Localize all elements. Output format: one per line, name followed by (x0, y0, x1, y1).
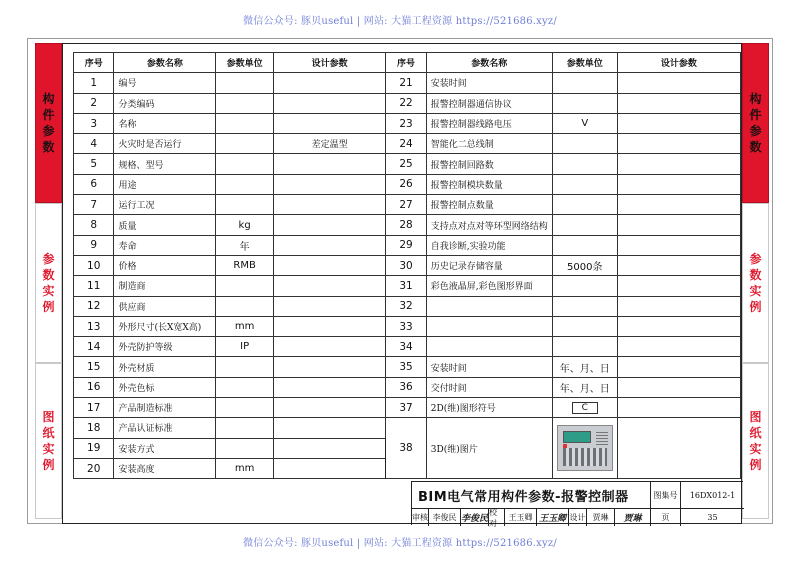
row-number: 2 (74, 93, 114, 113)
param-design (273, 337, 385, 357)
param-name: 产品认证标准 (114, 418, 216, 438)
table-row (74, 134, 741, 154)
param-name-right: 报警控制回路数 (426, 154, 552, 174)
page-number: 35 (680, 509, 744, 526)
reviewer-name: 李俊民 (428, 509, 460, 526)
row-number: 9 (74, 235, 114, 255)
table-header-row (74, 53, 741, 73)
param-unit-right (552, 73, 617, 93)
design-label: 设计 (568, 509, 586, 526)
param-unit: kg (216, 215, 274, 235)
row-number-right: 29 (386, 235, 426, 255)
param-name-right: 安装时间 (426, 357, 552, 377)
param-design (273, 357, 385, 377)
param-design-right (617, 174, 740, 194)
param-name: 外壳防护等级 (114, 337, 216, 357)
param-design-right (617, 418, 740, 479)
param-unit-right: 年、月、日 (552, 357, 617, 377)
row-number-right: 30 (386, 255, 426, 275)
table-row (74, 398, 741, 418)
param-name-right: 报警控制器通信协议 (426, 93, 552, 113)
param-name: 供应商 (114, 296, 216, 316)
header-design-right: 设计参数 (617, 53, 740, 73)
param-name: 外形尺寸(长X宽X高) (114, 316, 216, 336)
param-unit-right (552, 215, 617, 235)
row-number: 18 (74, 418, 114, 438)
page-label: 页 (650, 509, 680, 526)
table-row (74, 195, 741, 215)
row-number-right: 36 (386, 377, 426, 397)
param-name-right: 2D(维)图形符号 (426, 398, 552, 418)
param-design (273, 154, 385, 174)
param-unit-right (552, 398, 617, 418)
param-design: 差定温型 (273, 134, 385, 154)
param-design-right (617, 276, 740, 296)
param-unit: mm (216, 458, 274, 478)
table-row (74, 73, 741, 93)
param-unit (216, 398, 274, 418)
param-design (273, 215, 385, 235)
row-number-right: 28 (386, 215, 426, 235)
param-name-right: 报警控制点数量 (426, 195, 552, 215)
param-unit-right: 5000条 (552, 255, 617, 275)
param-name: 用途 (114, 174, 216, 194)
table-row (74, 276, 741, 296)
param-name-right (426, 337, 552, 357)
designer-signature: 贾琳 (614, 509, 650, 526)
row-number: 8 (74, 215, 114, 235)
param-name: 制造商 (114, 276, 216, 296)
param-unit-right (552, 174, 617, 194)
table-row (74, 377, 741, 397)
table-row (74, 255, 741, 275)
param-name: 质量 (114, 215, 216, 235)
param-name: 外壳材质 (114, 357, 216, 377)
alarm-controller-panel-icon (557, 425, 613, 471)
row-number: 3 (74, 113, 114, 133)
row-number-right: 23 (386, 113, 426, 133)
param-unit-right (552, 154, 617, 174)
param-name: 价格 (114, 255, 216, 275)
param-name-right: 3D(维)图片 (426, 418, 552, 479)
row-number-right: 27 (386, 195, 426, 215)
drawing-title: BIM电气常用构件参数-报警控制器 (418, 490, 629, 505)
side-tab-component-params-right: 构件参数 (742, 43, 769, 203)
param-design (273, 296, 385, 316)
param-name-right: 历史记录存储容量 (426, 255, 552, 275)
param-unit-right (552, 134, 617, 154)
header-name: 参数名称 (114, 53, 216, 73)
param-name-right: 智能化二总线制 (426, 134, 552, 154)
controller-symbol-icon: C (572, 402, 598, 414)
param-unit-right (552, 296, 617, 316)
designer-name: 贾琳 (586, 509, 614, 526)
table-row (74, 296, 741, 316)
row-number-right: 32 (386, 296, 426, 316)
param-name: 安装方式 (114, 438, 216, 458)
param-unit-right (552, 316, 617, 336)
param-unit (216, 357, 274, 377)
param-design (273, 235, 385, 255)
param-name-right: 彩色液晶屏,彩色图形界面 (426, 276, 552, 296)
param-design-right (617, 195, 740, 215)
param-design (273, 113, 385, 133)
row-number-right: 21 (386, 73, 426, 93)
reviewer-signature: 李俊民 (460, 509, 488, 526)
param-design (273, 255, 385, 275)
side-tab-component-params: 构件参数 (35, 43, 62, 203)
param-unit: IP (216, 337, 274, 357)
row-number-right: 25 (386, 154, 426, 174)
row-number: 17 (74, 398, 114, 418)
param-design (273, 316, 385, 336)
header-no-right: 序号 (386, 53, 426, 73)
row-number: 11 (74, 276, 114, 296)
row-number: 10 (74, 255, 114, 275)
param-name: 运行工况 (114, 195, 216, 215)
param-design-right (617, 316, 740, 336)
param-design-right (617, 134, 740, 154)
param-design-right (617, 73, 740, 93)
param-name: 外壳色标 (114, 377, 216, 397)
param-name: 编号 (114, 73, 216, 93)
param-name: 寿命 (114, 235, 216, 255)
param-design (273, 93, 385, 113)
drawing-sheet (62, 43, 742, 528)
param-unit-right: 年、月、日 (552, 377, 617, 397)
table-row (74, 357, 741, 377)
watermark-bottom: 微信公众号: 豚贝useful | 网站: 大猫工程资源 https://521686.xyz/ (243, 538, 557, 549)
checker-signature: 王玉卿 (536, 509, 568, 526)
param-design-right (617, 235, 740, 255)
atlas-label: 图集号 (650, 482, 680, 508)
row-number-right: 22 (386, 93, 426, 113)
param-unit-right (552, 337, 617, 357)
param-name: 火灾时是否运行 (114, 134, 216, 154)
header-unit: 参数单位 (216, 53, 274, 73)
param-unit: 年 (216, 235, 274, 255)
param-unit: mm (216, 316, 274, 336)
left-side-tabs (35, 43, 62, 519)
param-design-right (617, 215, 740, 235)
param-unit-right (552, 93, 617, 113)
param-design (273, 418, 385, 438)
header-design: 设计参数 (273, 53, 385, 73)
row-number: 4 (74, 134, 114, 154)
param-name-right: 报警控制器线路电压 (426, 113, 552, 133)
param-design-right (617, 154, 740, 174)
param-unit (216, 154, 274, 174)
param-design (273, 398, 385, 418)
param-unit (216, 377, 274, 397)
side-tab-drawing-examples: 图纸实例 (35, 363, 62, 519)
row-number-right: 33 (386, 316, 426, 336)
param-unit-right (552, 235, 617, 255)
param-design (273, 438, 385, 458)
param-design (273, 174, 385, 194)
param-name: 名称 (114, 113, 216, 133)
table-row (74, 337, 741, 357)
param-unit (216, 195, 274, 215)
side-tab-param-examples: 参数实例 (35, 203, 62, 363)
side-tab-drawing-examples-right: 图纸实例 (742, 363, 769, 519)
parameter-table (73, 52, 741, 479)
row-number: 15 (74, 357, 114, 377)
header-name-right: 参数名称 (426, 53, 552, 73)
param-design-right (617, 93, 740, 113)
param-unit (216, 438, 274, 458)
param-design (273, 276, 385, 296)
table-row (74, 93, 741, 113)
row-number-right: 35 (386, 357, 426, 377)
param-name-right: 报警控制模块数量 (426, 174, 552, 194)
row-number-right: 37 (386, 398, 426, 418)
row-number: 13 (74, 316, 114, 336)
right-side-tabs (742, 43, 769, 519)
row-number: 7 (74, 195, 114, 215)
param-name: 安装高度 (114, 458, 216, 478)
row-number-right: 24 (386, 134, 426, 154)
watermark-top: 微信公众号: 豚贝useful | 网站: 大猫工程资源 https://521686.xyz/ (243, 16, 557, 27)
check-label: 校对 (488, 509, 504, 526)
table-row (74, 316, 741, 336)
table-row (74, 235, 741, 255)
param-name-right: 支持点对点对等环型网络结构 (426, 215, 552, 235)
param-unit (216, 418, 274, 438)
row-number: 14 (74, 337, 114, 357)
table-row (74, 174, 741, 194)
row-number-right: 26 (386, 174, 426, 194)
table-row (74, 154, 741, 174)
param-design (273, 195, 385, 215)
param-unit-right (552, 276, 617, 296)
param-design (273, 377, 385, 397)
param-design-right (617, 377, 740, 397)
param-unit-right: V (552, 113, 617, 133)
row-number: 16 (74, 377, 114, 397)
row-number: 1 (74, 73, 114, 93)
row-number-right: 38 (386, 418, 426, 479)
param-name-right (426, 316, 552, 336)
row-number-right: 34 (386, 337, 426, 357)
param-unit (216, 93, 274, 113)
title-block (411, 481, 743, 528)
table-row (74, 113, 741, 133)
row-number: 5 (74, 154, 114, 174)
param-unit (216, 134, 274, 154)
atlas-number: 16DX012-1 (680, 482, 744, 508)
row-number: 6 (74, 174, 114, 194)
row-number: 20 (74, 458, 114, 478)
param-design-right (617, 357, 740, 377)
param-unit (216, 73, 274, 93)
header-no: 序号 (74, 53, 114, 73)
table-row (74, 215, 741, 235)
row-number-right: 31 (386, 276, 426, 296)
param-design-right (617, 296, 740, 316)
param-unit-right (552, 418, 617, 479)
row-number: 12 (74, 296, 114, 316)
row-number: 19 (74, 438, 114, 458)
header-unit-right: 参数单位 (552, 53, 617, 73)
param-name: 分类编码 (114, 93, 216, 113)
checker-name: 王玉卿 (504, 509, 536, 526)
review-label: 审核 (412, 513, 428, 522)
table-row (74, 418, 741, 438)
param-unit (216, 296, 274, 316)
param-unit (216, 174, 274, 194)
param-design (273, 73, 385, 93)
param-unit: RMB (216, 255, 274, 275)
param-design (273, 458, 385, 478)
param-name-right (426, 296, 552, 316)
param-name-right: 安装时间 (426, 73, 552, 93)
param-unit-right (552, 195, 617, 215)
side-tab-param-examples-right: 参数实例 (742, 203, 769, 363)
param-design-right (617, 398, 740, 418)
param-name-right: 交付时间 (426, 377, 552, 397)
param-name: 规格、型号 (114, 154, 216, 174)
param-design-right (617, 337, 740, 357)
param-unit (216, 113, 274, 133)
param-design-right (617, 255, 740, 275)
param-unit (216, 276, 274, 296)
param-name-right: 自我诊断,实验功能 (426, 235, 552, 255)
param-design-right (617, 113, 740, 133)
param-name: 产品制造标准 (114, 398, 216, 418)
